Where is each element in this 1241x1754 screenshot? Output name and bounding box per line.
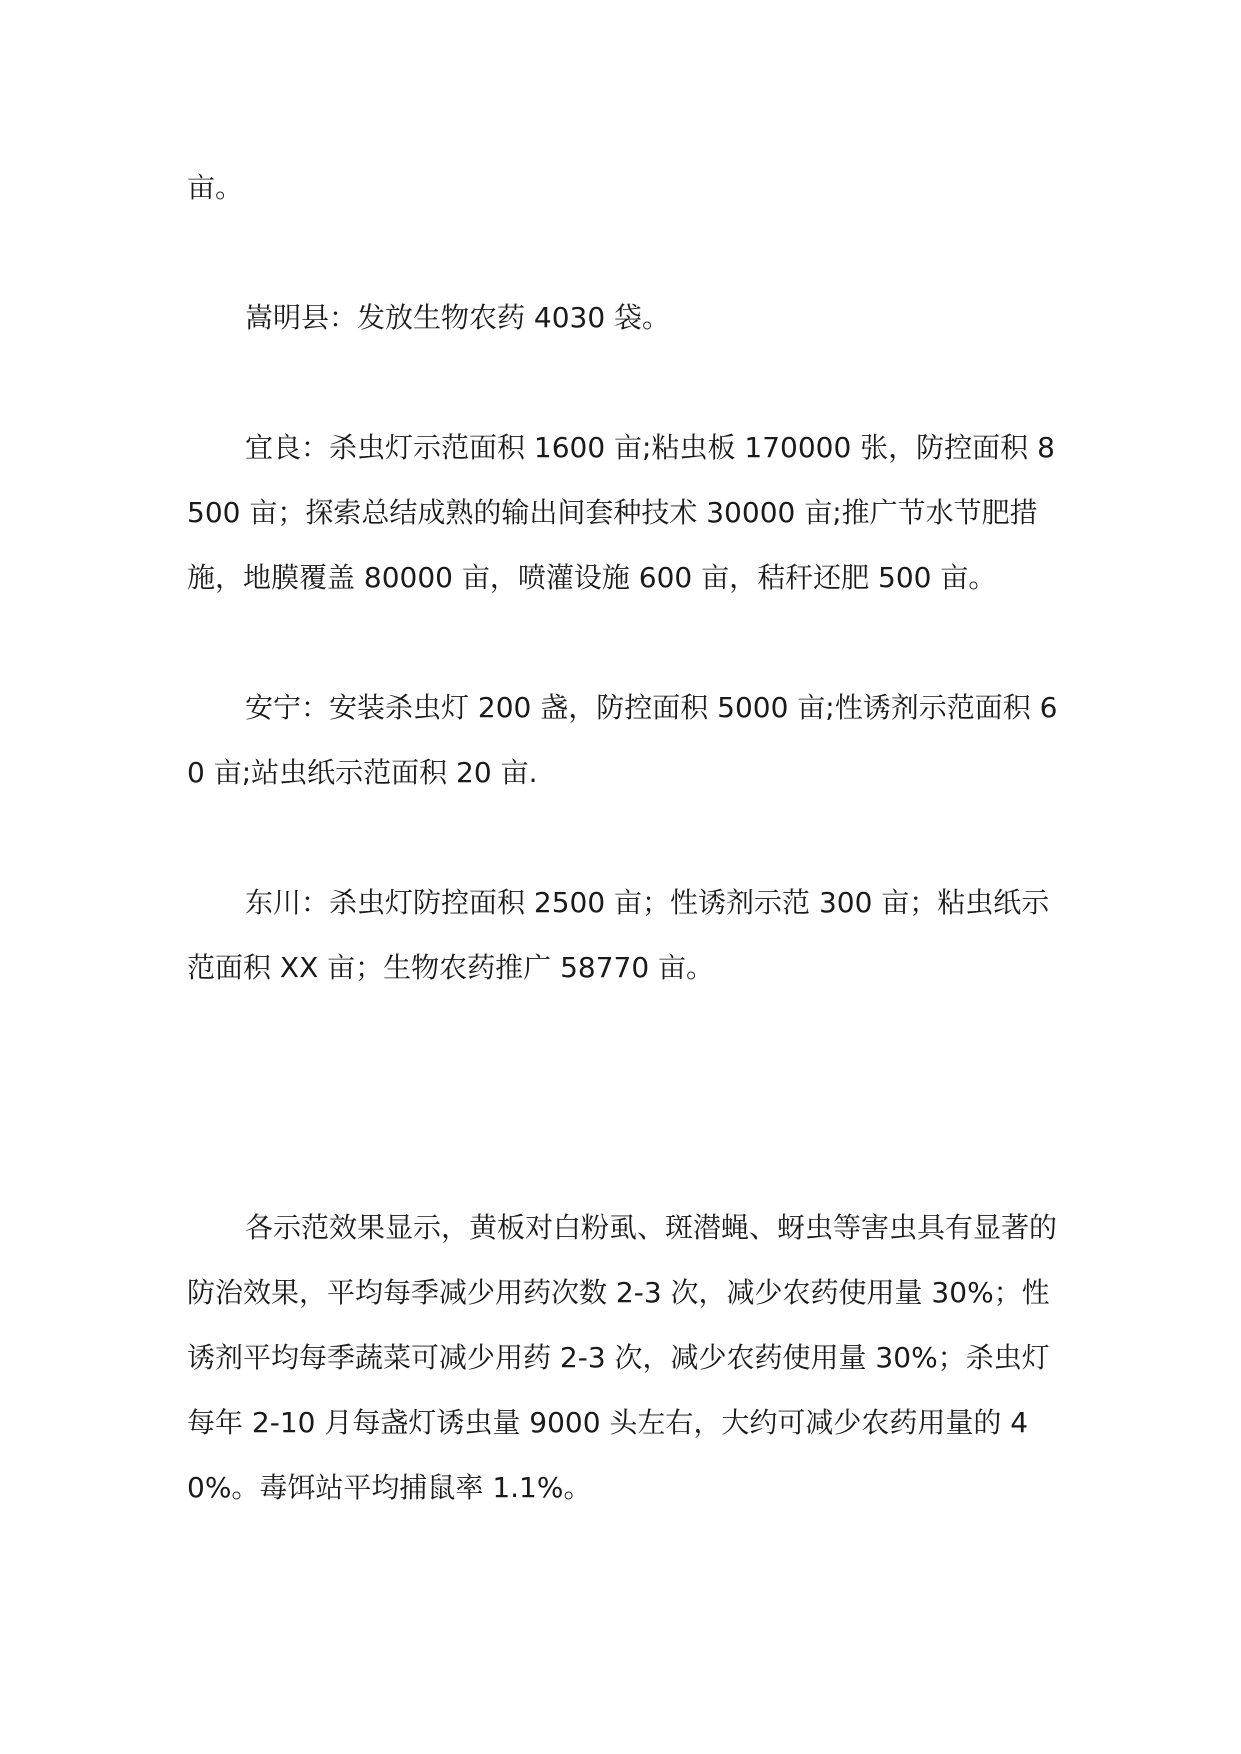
- paragraph-continuation: 亩。: [187, 171, 244, 204]
- paragraph-anning: 安宁：安装杀虫灯 200 盏，防控面积 5000 亩;性诱剂示范面积 60 亩;站虫纸示范面积 20 亩.: [187, 691, 1058, 789]
- paragraph-songming: 嵩明县：发放生物农药 4030 袋。: [245, 301, 671, 334]
- paragraph-dongchuan: 东川：杀虫灯防控面积 2500 亩；性诱剂示范 300 亩；粘虫纸示范面积 XX 亩；生物农药推广 58770 亩。: [187, 886, 1050, 984]
- paragraph-yiliang: 宜良：杀虫灯示范面积 1600 亩;粘虫板 170000 张，防控面积 8500 亩；探索总结成熟的输出间套种技术 30000 亩;推广节水节肥措施，地膜覆盖 80000 亩，喷灌设施 600 亩，秸秆还肥 500 亩。: [187, 431, 1055, 594]
- paragraph-results-summary: 各示范效果显示，黄板对白粉虱、斑潜蝇、蚜虫等害虫具有显著的防治效果，平均每季减少用药次数 2-3 次，减少农药使用量 30%；性诱剂平均每季蔬菜可减少用药 2-3 次，减少农药使用量 30%；杀虫灯每年 2-10 月每盏灯诱虫量 9000 头左右，大约可减少农药用量的 40%。毒饵站平均捕鼠率 1.1%。: [187, 1211, 1058, 1504]
